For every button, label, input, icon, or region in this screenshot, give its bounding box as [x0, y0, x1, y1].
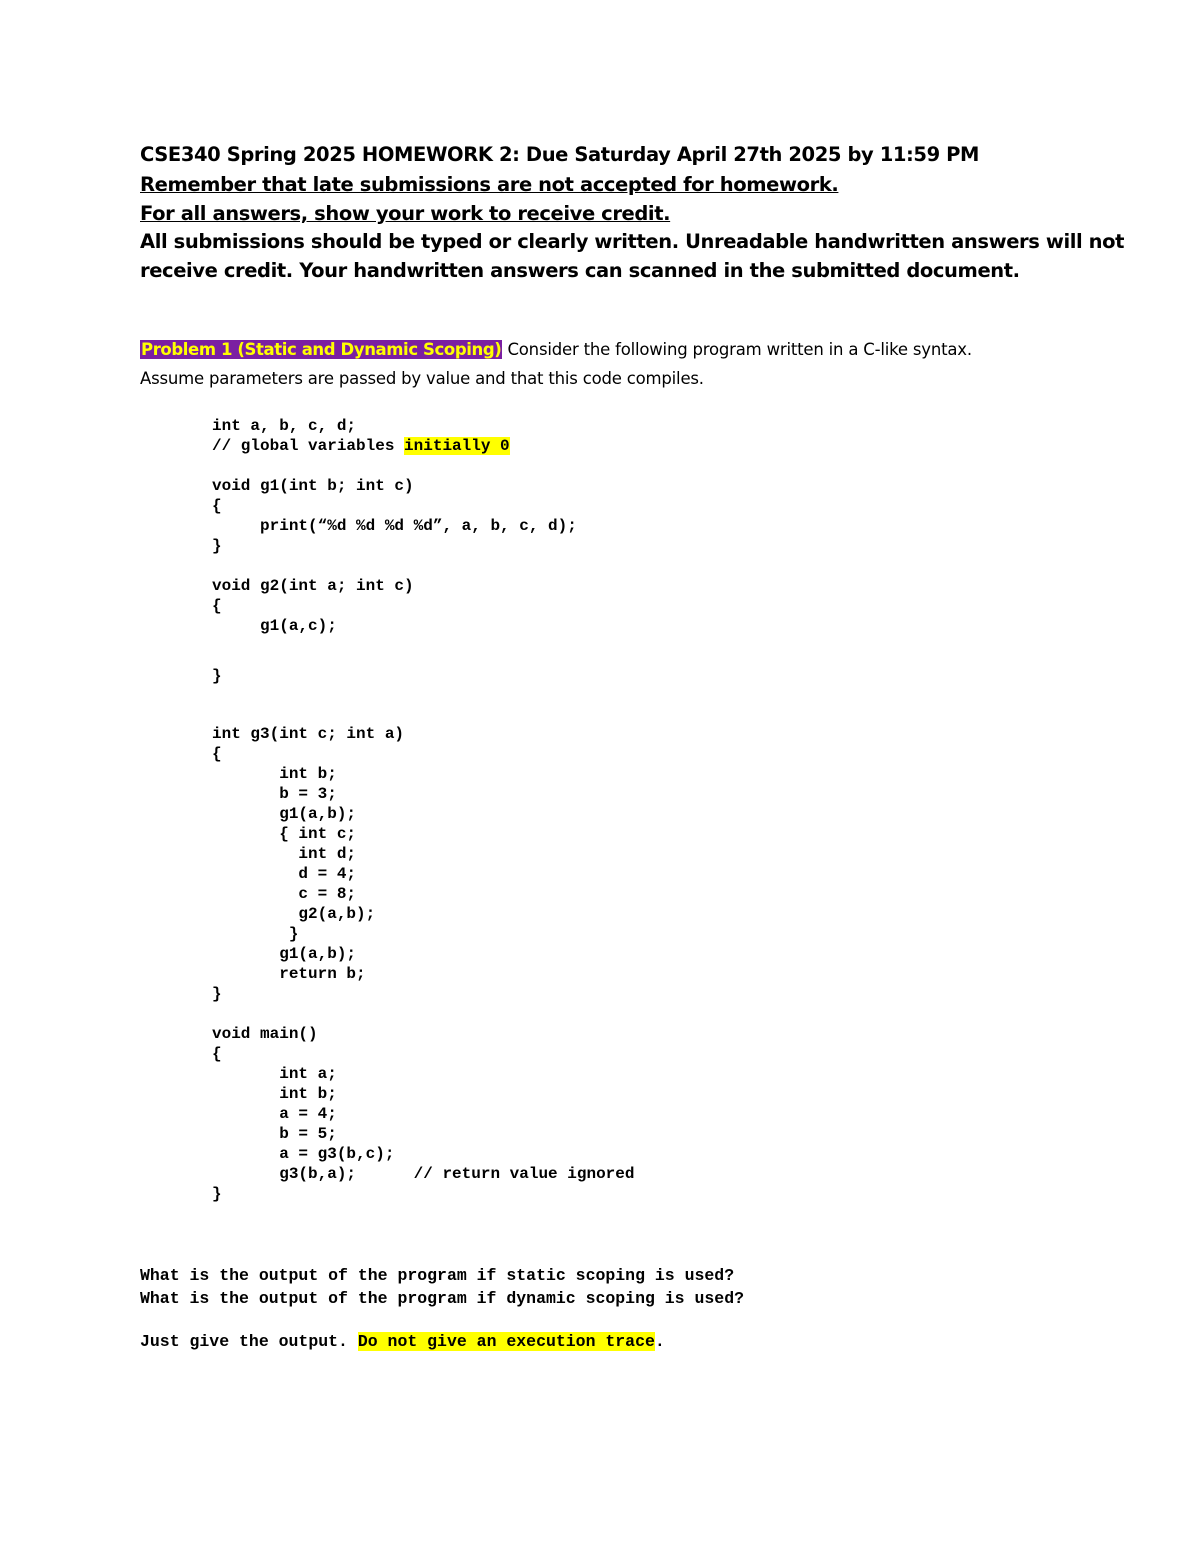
highlighted-code: initially 0	[404, 437, 510, 455]
code-line: }	[212, 925, 299, 943]
code-line: g1(a,c);	[212, 617, 337, 635]
code-line: void main()	[212, 1025, 318, 1043]
code-line: {	[212, 745, 222, 763]
code-line: return b;	[212, 965, 366, 983]
code-line: }	[212, 537, 222, 555]
code-line: { int c;	[212, 825, 357, 843]
code-line: c = 8;	[212, 885, 357, 903]
code-line: {	[212, 497, 222, 515]
typed-note-line1: All submissions should be typed or clearly written. Unreadable handwritten answers will not	[140, 230, 1125, 253]
code-line: {	[212, 1045, 222, 1063]
code-line: int d;	[212, 845, 357, 863]
code-line: a = g3(b,c);	[212, 1145, 395, 1163]
problem-intro-line1	[140, 340, 972, 359]
code-line: print(“%d %d %d %d”, a, b, c, d);	[212, 517, 577, 535]
code-line: g1(a,b);	[212, 805, 357, 823]
code-line: void g1(int b; int c)	[212, 477, 414, 495]
question-static: What is the output of the program if static scoping is used?	[140, 1266, 735, 1285]
instruction-text: Just give the output.	[140, 1332, 358, 1351]
code-line: b = 3;	[212, 785, 337, 803]
code-comment: // global variables	[212, 437, 405, 455]
code-line: void g2(int a; int c)	[212, 577, 414, 595]
show-work-note: For all answers, show your work to receive credit.	[140, 202, 671, 225]
problem-title: Problem 1 (Static and Dynamic Scoping)	[141, 340, 502, 359]
answer-instruction	[140, 1332, 665, 1351]
code-line: int g3(int c; int a)	[212, 725, 405, 743]
problem-intro-rest: Consider the following program written in a C-like syntax.	[502, 340, 972, 359]
code-line: {	[212, 597, 222, 615]
homework-title: CSE340 Spring 2025 HOMEWORK 2: Due Saturday April 27th 2025 by 11:59 PM	[140, 143, 980, 166]
code-line: g1(a,b);	[212, 945, 357, 963]
code-line: g2(a,b);	[212, 905, 376, 923]
code-line: int b;	[212, 765, 337, 783]
typed-note-line2: receive credit. Your handwritten answers can scanned in the submitted document.	[140, 259, 1020, 282]
instruction-period: .	[654, 1332, 665, 1351]
code-line: }	[212, 985, 222, 1003]
code-line: g3(b,a); // return value ignored	[212, 1165, 635, 1183]
code-line: b = 5;	[212, 1125, 337, 1143]
problem-intro-line2: Assume parameters are passed by value and that this code compiles.	[140, 369, 704, 388]
late-submission-note: Remember that late submissions are not accepted for homework.	[140, 173, 839, 196]
code-line: d = 4;	[212, 865, 357, 883]
code-line: }	[212, 1185, 222, 1203]
code-line: int a, b, c, d;	[212, 417, 357, 435]
code-line: a = 4;	[212, 1105, 337, 1123]
code-line: }	[212, 667, 222, 685]
code-line: int a;	[212, 1065, 337, 1083]
question-dynamic: What is the output of the program if dynamic scoping is used?	[140, 1289, 744, 1308]
code-line	[212, 436, 510, 456]
highlighted-instruction: Do not give an execution trace	[357, 1332, 655, 1351]
code-line: int b;	[212, 1085, 337, 1103]
